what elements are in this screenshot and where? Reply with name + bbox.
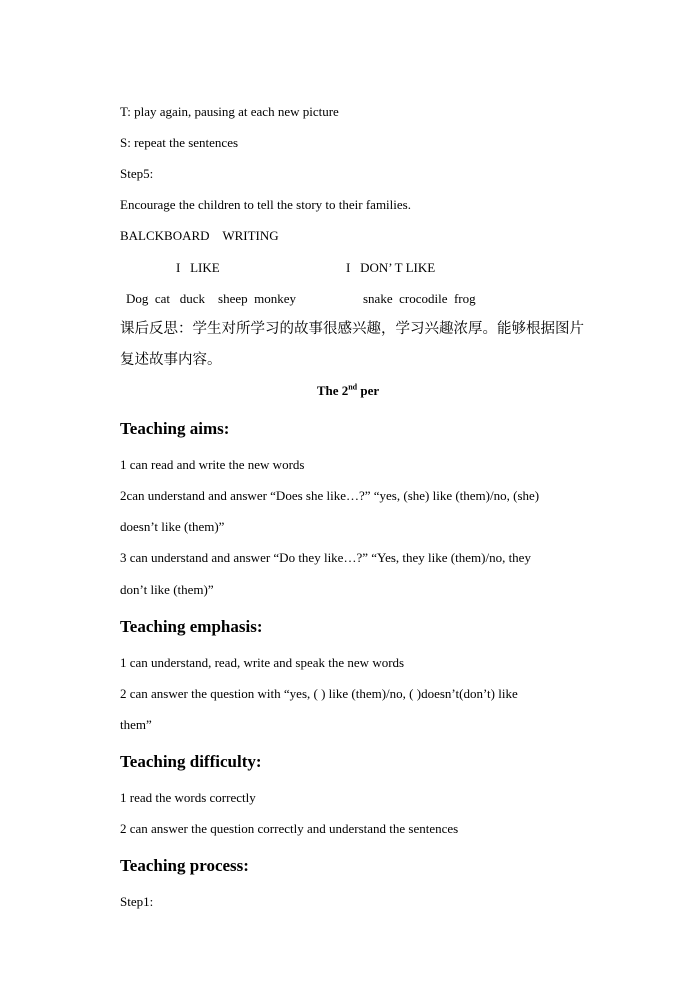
text-line: doesn’t like (them)” [120, 519, 225, 534]
section-heading-aims: Teaching aims: [120, 419, 230, 438]
text-line: BALCKBOARD WRITING [120, 228, 279, 243]
text-line: don’t like (them)” [120, 582, 214, 597]
text-line: 1 can read and write the new words [120, 457, 305, 472]
text-line: 2can understand and answer “Does she like…?” “yes, (she) like (them)/no, (she) [120, 488, 540, 503]
text-line: 3 can understand and answer “Do they like…?” “Yes, they like (them)/no, they [120, 550, 531, 565]
text-line: Step1: [120, 894, 154, 909]
text-line: T: play again, pausing at each new picture [120, 104, 339, 119]
period-title: The 2nd per [316, 382, 380, 398]
dislike-animals: snake crocodile frog [363, 291, 476, 306]
dislike-header: I DON’ T LIKE [346, 260, 436, 275]
reflection-text: 课后反思：学生对所学习的故事很感兴趣，学习兴趣浓厚。能够根据图片 [120, 321, 584, 337]
text-line: them” [120, 717, 152, 732]
text-line: Encourage the children to tell the story to their families. [120, 197, 411, 212]
text-line: Step5: [120, 166, 154, 181]
section-heading-emphasis: Teaching emphasis: [120, 617, 263, 636]
section-heading-process: Teaching process: [120, 856, 249, 875]
text-line: 1 read the words correctly [120, 790, 256, 805]
like-animals: Dog cat duck sheep monkey [126, 291, 297, 306]
text-line: S: repeat the sentences [120, 135, 239, 150]
text-line: 1 can understand, read, write and speak the new words [120, 655, 405, 670]
like-header: I LIKE [176, 260, 220, 275]
reflection-text: 复述故事内容。 [120, 352, 222, 368]
section-heading-difficulty: Teaching difficulty: [120, 752, 262, 771]
text-line: 2 can answer the question with “yes, ( ) like (them)/no, ( )doesn’t(don’t) like [120, 686, 518, 701]
text-line: 2 can answer the question correctly and understand the sentences [120, 821, 459, 836]
